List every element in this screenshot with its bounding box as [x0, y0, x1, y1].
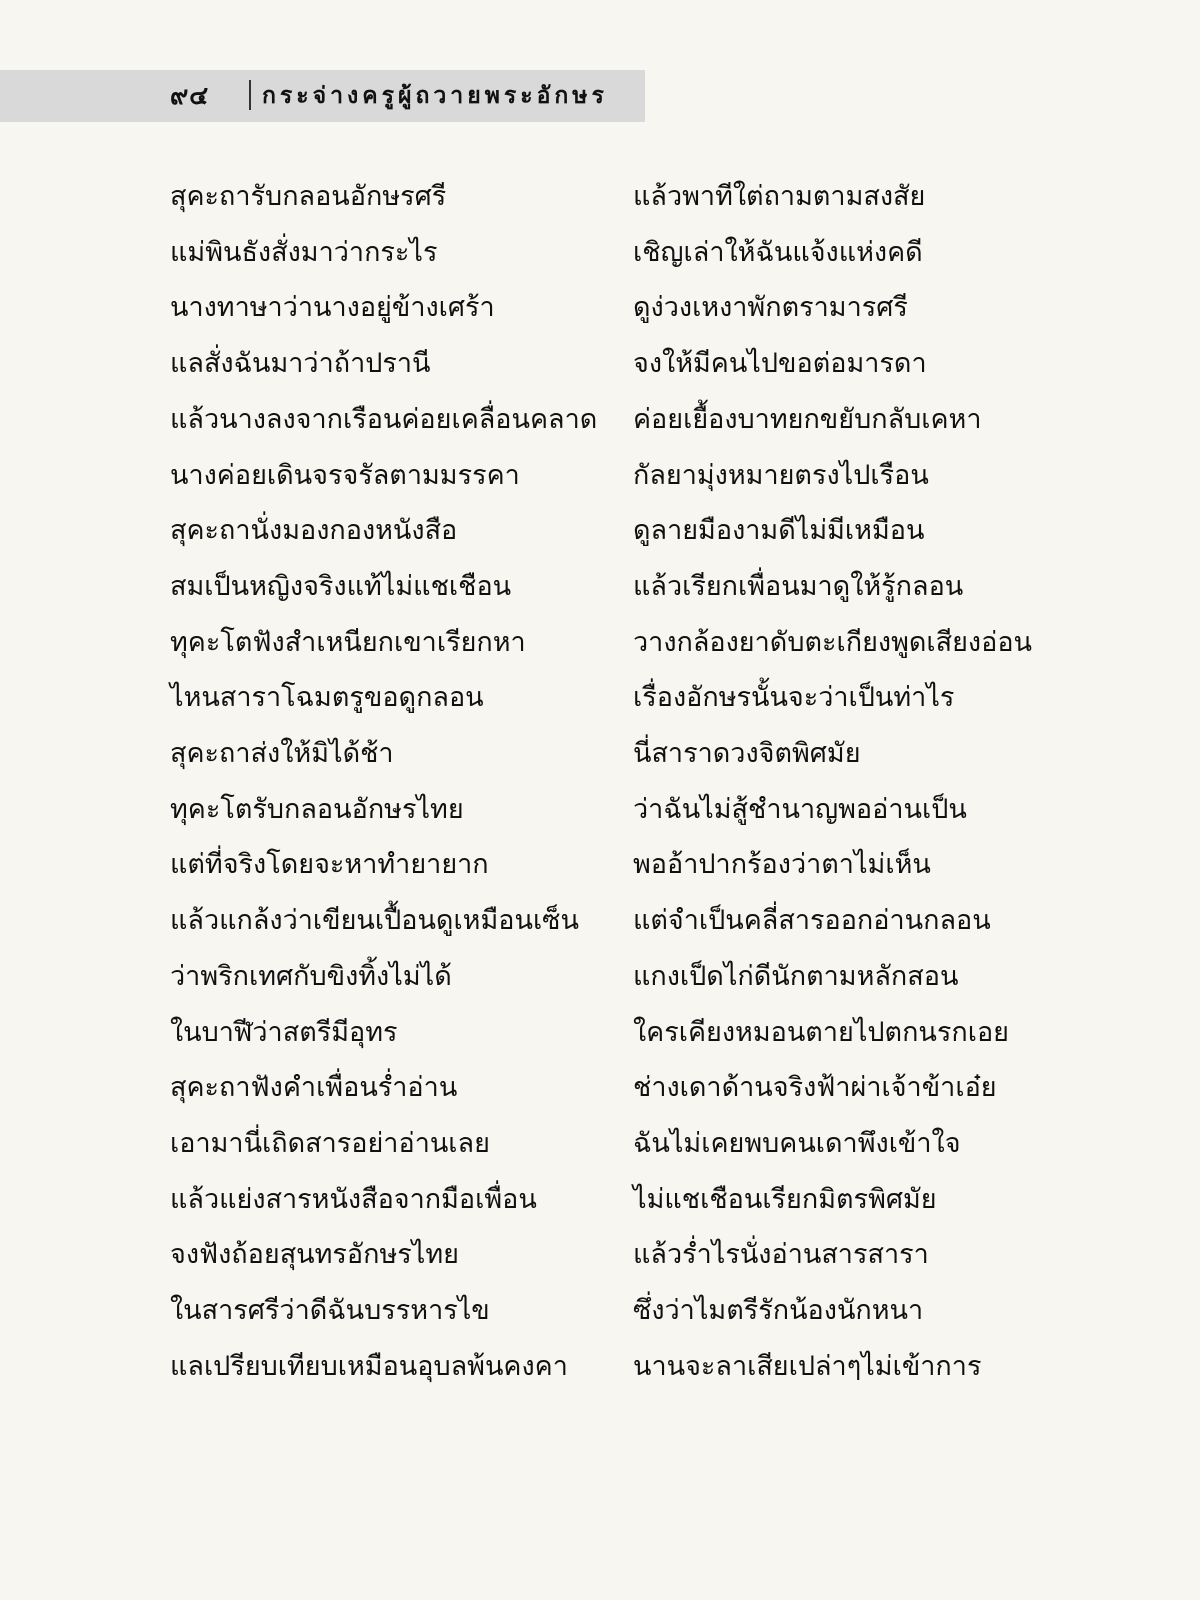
- poem-line-second-hemistich: นี่สาราดวงจิตพิศมัย: [633, 738, 861, 769]
- poem-line-second-hemistich: เชิญเล่าให้ฉันแจ้งแห่งคดี: [633, 237, 923, 268]
- poem-line-second-hemistich: ซึ่งว่าไมตรีรักน้องนักหนา: [633, 1295, 924, 1326]
- poem-line-first-hemistich: ทุคะโตฟังสำเหนียกเขาเรียกหา: [170, 627, 526, 658]
- poem-line-first-hemistich: แล้วแย่งสารหนังสือจากมือเพื่อน: [170, 1184, 537, 1215]
- poem-line-second-hemistich: แล้วเรียกเพื่อนมาดูให้รู้กลอน: [633, 571, 964, 602]
- page-number: ๙๔: [170, 81, 210, 110]
- poem-line-first-hemistich: สุคะถานั่งมองกองหนังสือ: [170, 515, 458, 546]
- poem-line-second-hemistich: ว่าฉันไม่สู้ชำนาญพออ่านเป็น: [633, 794, 967, 825]
- poem-line-first-hemistich: แต่ที่จริงโดยจะหาทำยายาก: [170, 849, 489, 880]
- poem-line-second-hemistich: นานจะลาเสียเปล่าๆไม่เข้าการ: [633, 1351, 982, 1382]
- poem-line-first-hemistich: เอามานี่เถิดสารอย่าอ่านเลย: [170, 1128, 490, 1159]
- poem-line-second-hemistich: แกงเป็ดไก่ดีนักตามหลักสอน: [633, 961, 959, 992]
- poem-line-first-hemistich: สมเป็นหญิงจริงแท้ไม่แชเชือน: [170, 571, 512, 602]
- poem-line-second-hemistich: วางกล้องยาดับตะเกียงพูดเสียงอ่อน: [633, 627, 1033, 658]
- poem-line-second-hemistich: ช่างเดาด้านจริงฟ้าผ่าเจ้าข้าเอ๋ย: [633, 1072, 997, 1103]
- poem-line-second-hemistich: ค่อยเยื้องบาทยกขยับกลับเคหา: [633, 404, 982, 435]
- poem-line-first-hemistich: สุคะถารับกลอนอักษรศรี: [170, 181, 447, 212]
- poem-line-second-hemistich: ใครเคียงหมอนตายไปตกนรกเอย: [633, 1017, 1009, 1048]
- poem-line-first-hemistich: แลเปรียบเทียบเหมือนอุบลพ้นคงคา: [170, 1351, 568, 1382]
- poem-line-second-hemistich: ดูลายมืองามดีไม่มีเหมือน: [633, 515, 925, 546]
- poem-line-second-hemistich: แล้วพาทีใต่ถามตามสงสัย: [633, 181, 926, 212]
- poem-line-second-hemistich: พออ้าปากร้องว่าตาไม่เห็น: [633, 849, 931, 880]
- poem-line-second-hemistich: ไม่แชเชือนเรียกมิตรพิศมัย: [633, 1184, 937, 1215]
- poem-line-second-hemistich: ฉันไม่เคยพบคนเดาพึงเข้าใจ: [633, 1128, 961, 1159]
- poem-line-first-hemistich: ว่าพริกเทศกับขิงทิ้งไม่ได้: [170, 961, 452, 992]
- poem-line-first-hemistich: นางค่อยเดินจรจรัลตามมรรคา: [170, 460, 520, 491]
- poem-line-second-hemistich: จงให้มีคนไปขอต่อมารดา: [633, 348, 927, 379]
- poem-line-first-hemistich: สุคะถาฟังคำเพื่อนร่ำอ่าน: [170, 1072, 458, 1103]
- poem-line-second-hemistich: เรื่องอักษรนั้นจะว่าเป็นท่าไร: [633, 682, 955, 713]
- poem-line-second-hemistich: ดูง่วงเหงาพักตรามารศรี: [633, 292, 908, 323]
- poem-line-second-hemistich: กัลยามุ่งหมายตรงไปเรือน: [633, 460, 929, 491]
- poem-line-second-hemistich: แล้วร่ำไรนั่งอ่านสารสารา: [633, 1239, 929, 1270]
- poem-line-first-hemistich: ไหนสาราโฉมตรูขอดูกลอน: [170, 682, 484, 713]
- poem-line-first-hemistich: ในสารศรีว่าดีฉันบรรหารไข: [170, 1295, 490, 1326]
- poem-line-first-hemistich: แล้วแกล้งว่าเขียนเปื้อนดูเหมือนเซ็น: [170, 905, 579, 936]
- poem-line-first-hemistich: ในบาฬีว่าสตรีมีอุทร: [170, 1017, 398, 1048]
- poem-line-first-hemistich: ทุคะโตรับกลอนอักษรไทย: [170, 794, 464, 825]
- poem-line-first-hemistich: แม่พินธังสั่งมาว่ากระไร: [170, 237, 438, 268]
- poem-line-first-hemistich: จงฟังถ้อยสุนทรอักษรไทย: [170, 1239, 459, 1270]
- poem-line-second-hemistich: แต่จำเป็นคลี่สารออกอ่านกลอน: [633, 905, 991, 936]
- poem-line-first-hemistich: นางทาษาว่านางอยู่ข้างเศร้า: [170, 292, 495, 323]
- poem-line-first-hemistich: แลสั่งฉันมาว่าถ้าปรานี: [170, 348, 431, 379]
- poem-line-first-hemistich: แล้วนางลงจากเรือนค่อยเคลื่อนคลาด: [170, 404, 598, 435]
- poem-line-first-hemistich: สุคะถาส่งให้มิได้ช้า: [170, 738, 394, 769]
- book-title: กระจ่างครูผู้ถวายพระอักษร: [262, 83, 608, 109]
